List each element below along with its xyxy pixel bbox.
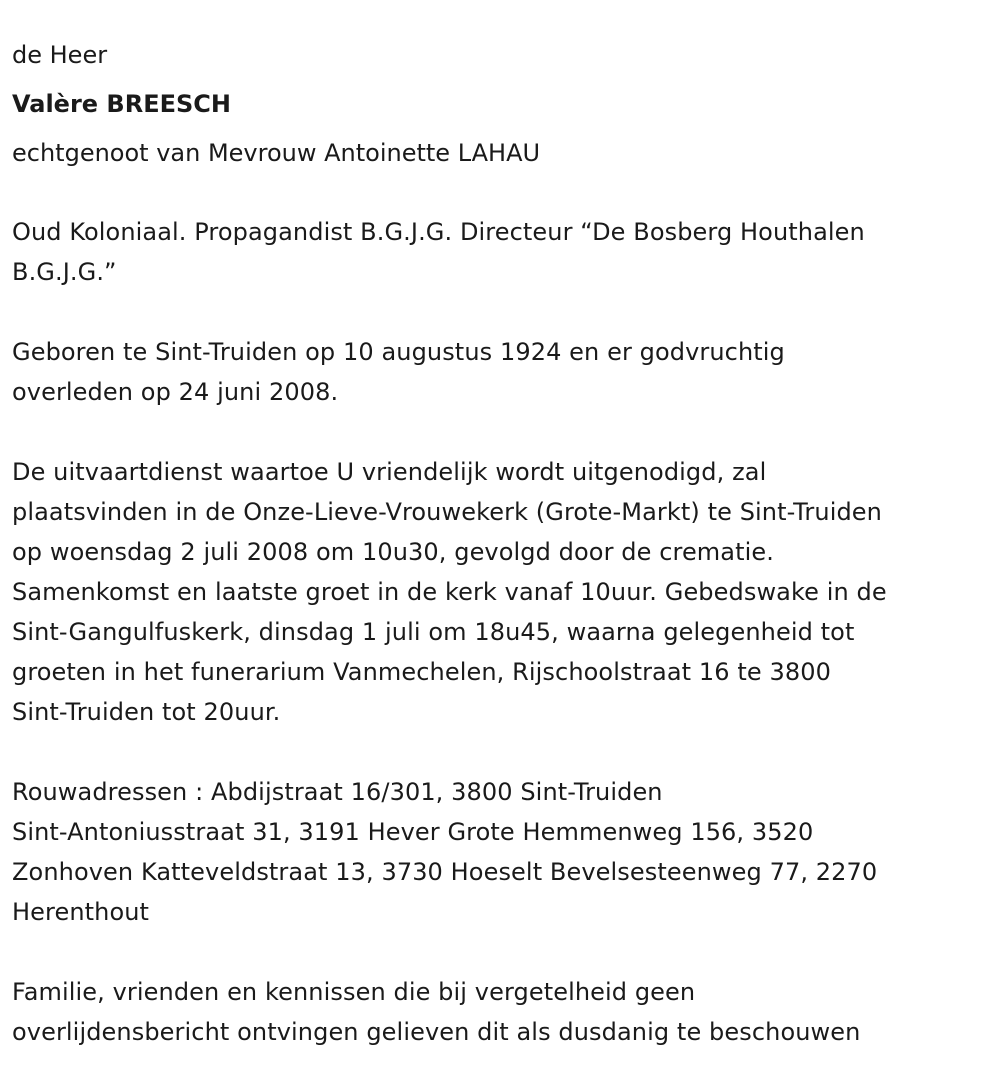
text-line: Samenkomst en laatste groet in de kerk vanaf 10uur. Gebedswake in de bbox=[12, 578, 887, 606]
text-line: groeten in het funerarium Vanmechelen, Rijschoolstraat 16 te 3800 bbox=[12, 658, 831, 686]
text-line: B.G.J.G.” bbox=[12, 258, 117, 286]
text-line: Familie, vrienden en kennissen die bij vergetelheid geen bbox=[12, 978, 696, 1006]
title: de Heer bbox=[12, 41, 108, 69]
text-line: plaatsvinden in de Onze-Lieve-Vrouwekerk (Grote-Markt) te Sint-Truiden bbox=[12, 498, 882, 526]
text-line: Sint-Gangulfuskerk, dinsdag 1 juli om 18u45, waarna gelegenheid tot bbox=[12, 618, 855, 646]
paragraph-addresses bbox=[12, 772, 1000, 932]
text-line: Herenthout bbox=[12, 898, 150, 926]
text-line: De uitvaartdienst waartoe U vriendelijk wordt uitgenodigd, zal bbox=[12, 458, 767, 486]
text-line: Geboren te Sint-Truiden op 10 augustus 1924 en er godvruchtig bbox=[12, 338, 785, 366]
paragraph-funeral bbox=[12, 452, 1000, 732]
spouse-line: echtgenoot van Mevrouw Antoinette LAHAU bbox=[12, 139, 541, 167]
paragraph-occupation bbox=[12, 212, 1000, 292]
text-line: Sint-Truiden tot 20uur. bbox=[12, 698, 281, 726]
text-line: overleden op 24 juni 2008. bbox=[12, 378, 339, 406]
text-line: Sint-Antoniusstraat 31, 3191 Hever Grote Hemmenweg 156, 3520 bbox=[12, 818, 814, 846]
deceased-name: Valère BREESCH bbox=[12, 90, 231, 118]
text-line: Rouwadressen : Abdijstraat 16/301, 3800 Sint-Truiden bbox=[12, 778, 663, 806]
text-line: Oud Koloniaal. Propagandist B.G.J.G. Directeur “De Bosberg Houthalen bbox=[12, 218, 865, 246]
text-line: op woensdag 2 juli 2008 om 10u30, gevolgd door de crematie. bbox=[12, 538, 774, 566]
text-line: Zonhoven Katteveldstraat 13, 3730 Hoeselt Bevelsesteenweg 77, 2270 bbox=[12, 858, 878, 886]
text-line: overlijdensbericht ontvingen gelieven dit als dusdanig te beschouwen bbox=[12, 1018, 861, 1046]
paragraph-notice bbox=[12, 972, 1000, 1052]
paragraph-birth-death bbox=[12, 332, 1000, 412]
